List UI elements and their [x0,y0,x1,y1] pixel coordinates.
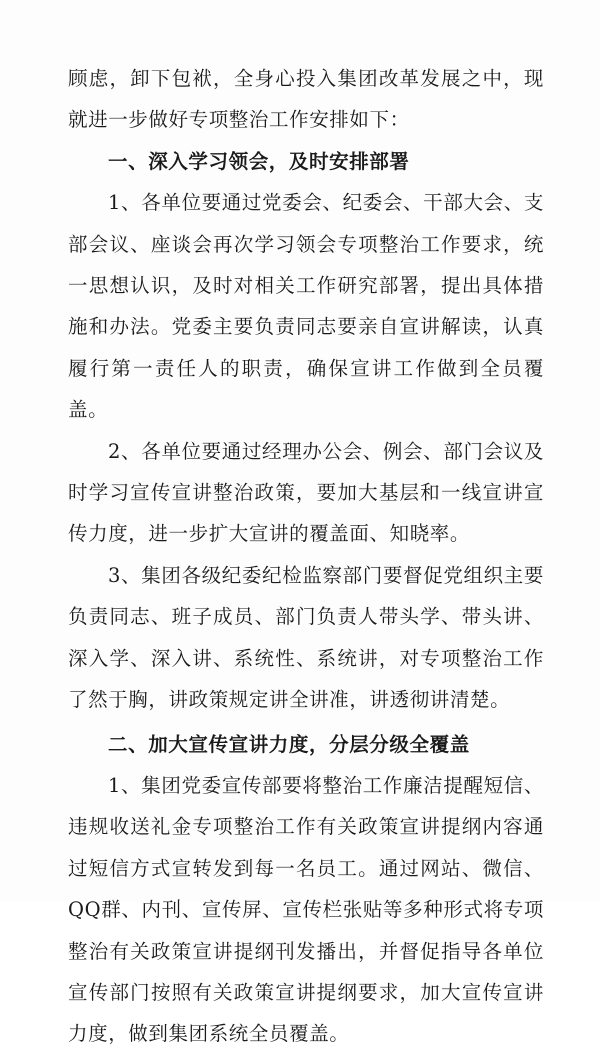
section-1-heading: 一、深入学习领会，及时安排部署 [108,149,410,173]
section-1-item-1: 1、各单位要通过党委会、纪委会、干部大会、支部会议、座谈会再次学习领会专项整治工作要求，统一思想认识，及时对相关工作研究部署，提出具体措施和办法。党委主要负责同志要亲自宣讲解读，认真履行第一责任人的职责，确保宣讲工作做到全员覆盖。 [68,191,544,422]
section-1-item-3: 3、集团各级纪委纪检监察部门要督促党组织主要负责同志、班子成员、部门负责人带头学、带头讲、深入学、深入讲、系统性、系统讲，对专项整治工作了然于胸，讲政策规定讲全讲准，讲透彻讲清楚。 [68,563,544,712]
opening-paragraph: 顾虑，卸下包袱，全身心投入集团改革发展之中，现就进一步做好专项整治工作安排如下： [68,67,544,132]
document-body [68,58,544,1055]
section-1-item-2: 2、各单位要通过经理办公会、例会、部门会议及时学习宣传宣讲整治政策，要加大基层和一线宣讲宣传力度，进一步扩大宣讲的覆盖面、知晓率。 [68,439,544,546]
section-2-item-1: 1、集团党委宣传部要将整治工作廉洁提醒短信、违规收送礼金专项整治工作有关政策宣讲提纲内容通过短信方式宣转发到每一名员工。通过网站、微信、QQ群、内刊、宣传屏、宣传栏张贴等多种形式将专项整治有关政策宣讲提纲刊发播出，并督促指导各单位宣传部门按照有关政策宣讲提纲要求，加大宣传宣讲力度，做到集团系统全员覆盖。 [68,773,544,1046]
section-2-heading: 二、加大宣传宣讲力度，分层分级全覆盖 [108,732,470,756]
